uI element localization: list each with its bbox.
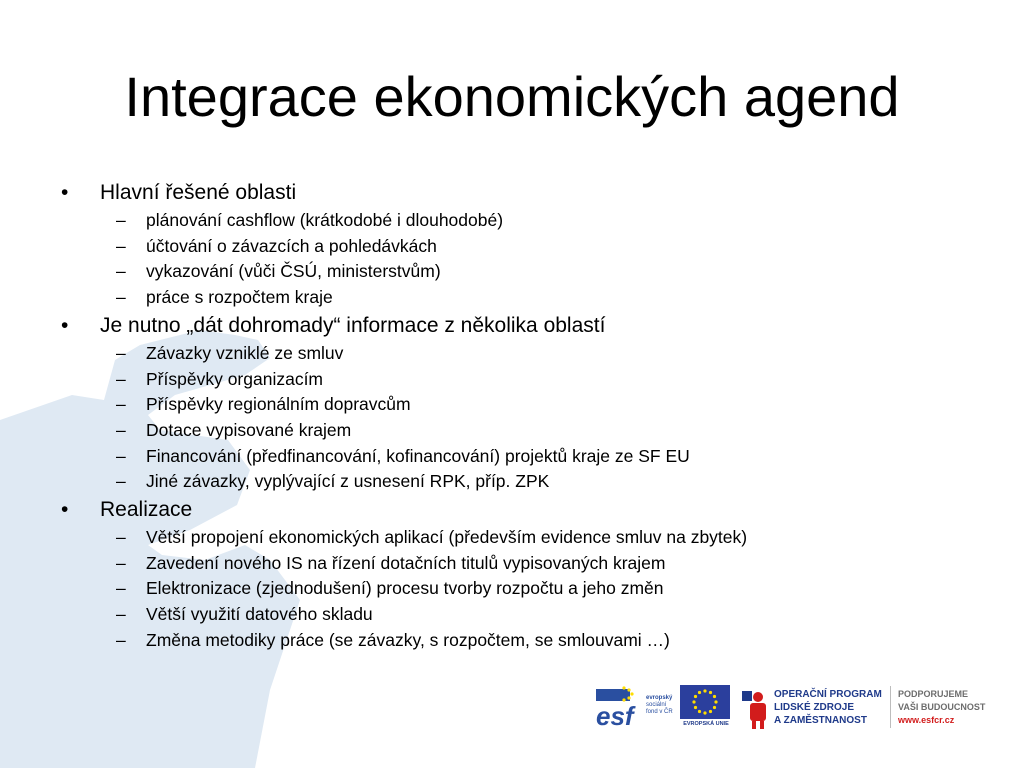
footer-logos bbox=[590, 682, 1000, 732]
sub-item-text: Změna metodiky práce (se závazky, s rozpočtem, se smlouvami …) bbox=[146, 629, 670, 650]
bullet-item bbox=[60, 495, 1000, 525]
dash-icon: – bbox=[116, 287, 126, 308]
sub-item bbox=[60, 285, 1000, 311]
eu-flag-icon bbox=[680, 685, 730, 719]
op-program-text: OPERAČNÍ PROGRAM LIDSKÉ ZDROJE A ZAMĚSTNANOST bbox=[774, 689, 882, 726]
bullet-item bbox=[60, 178, 1000, 208]
sub-item-text: Financování (předfinancování, kofinancování) projektů kraje ze SF EU bbox=[146, 445, 690, 466]
sub-item bbox=[60, 234, 1000, 260]
dash-icon: – bbox=[116, 419, 126, 440]
sub-item bbox=[60, 469, 1000, 495]
website-link[interactable]: www.esfcr.cz bbox=[898, 715, 955, 725]
slide-content bbox=[60, 178, 1000, 654]
dash-icon: – bbox=[116, 552, 126, 573]
esf-caption: evropský sociální fond v ČR bbox=[646, 695, 673, 715]
section-combine-info bbox=[60, 311, 1000, 495]
dash-icon: – bbox=[116, 394, 126, 415]
dash-icon: – bbox=[116, 235, 126, 256]
sub-list bbox=[60, 208, 1000, 311]
sub-item bbox=[60, 444, 1000, 470]
dash-icon: – bbox=[116, 210, 126, 230]
sub-item bbox=[60, 576, 1000, 602]
dash-icon: – bbox=[116, 261, 126, 282]
dash-icon: – bbox=[116, 445, 126, 466]
section-main-areas bbox=[60, 178, 1000, 311]
sub-item-text: Zavedení nového IS na řízení dotačních titulů vypisovaných krajem bbox=[146, 552, 666, 573]
sub-item-text: Elektronizace (zjednodušení) procesu tvorby rozpočtu a jeho změn bbox=[146, 578, 664, 599]
sub-list bbox=[60, 341, 1000, 495]
sub-item bbox=[60, 418, 1000, 444]
sub-item-text: práce s rozpočtem kraje bbox=[146, 287, 333, 308]
sub-item-text: Dotace vypisované krajem bbox=[146, 419, 352, 440]
dash-icon: – bbox=[116, 368, 126, 389]
sub-item-text: Větší propojení ekonomických aplikací (především evidence smluv na zbytek) bbox=[146, 527, 748, 548]
sub-item bbox=[60, 551, 1000, 577]
bullet-icon: • bbox=[61, 313, 69, 337]
bullet-icon: • bbox=[61, 181, 69, 204]
sub-item bbox=[60, 525, 1000, 551]
sub-item-text: vykazování (vůči ČSÚ, ministerstvům) bbox=[146, 261, 441, 282]
sub-item-text: Příspěvky regionálním dopravcům bbox=[146, 394, 411, 415]
bullet-heading: Je nutno „dát dohromady“ informace z několika oblastí bbox=[100, 313, 606, 337]
sub-item-text: Větší využití datového skladu bbox=[146, 604, 373, 625]
dash-icon: – bbox=[116, 527, 126, 548]
dash-icon: – bbox=[116, 471, 126, 492]
sub-item bbox=[60, 208, 1000, 234]
sub-item bbox=[60, 367, 1000, 393]
sub-item bbox=[60, 602, 1000, 628]
divider bbox=[890, 686, 891, 728]
support-text: PODPORUJEME VAŠI BUDOUCNOST www.esfcr.cz bbox=[898, 689, 986, 725]
sub-item-text: účtování o závazcích a pohledávkách bbox=[146, 235, 437, 256]
bullet-icon: • bbox=[61, 498, 69, 522]
bullet-item bbox=[60, 311, 1000, 341]
dash-icon: – bbox=[116, 629, 126, 650]
bullet-heading: Hlavní řešené oblasti bbox=[100, 181, 297, 204]
dash-icon: – bbox=[116, 342, 126, 363]
sub-item bbox=[60, 392, 1000, 418]
bullet-heading: Realizace bbox=[100, 498, 193, 522]
op-person-icon bbox=[740, 685, 770, 729]
sub-item-text: Jiné závazky, vyplývající z usnesení RPK, příp. ZPK bbox=[146, 471, 550, 492]
eu-caption: EVROPSKÁ UNIE bbox=[683, 721, 729, 727]
sub-item-text: Příspěvky organizacím bbox=[146, 368, 324, 389]
svg-text:esf: esf bbox=[596, 701, 634, 729]
sub-item bbox=[60, 259, 1000, 285]
sub-list bbox=[60, 525, 1000, 654]
dash-icon: – bbox=[116, 604, 126, 625]
sub-item bbox=[60, 628, 1000, 654]
sub-item-text: plánování cashflow (krátkodobé i dlouhodobé) bbox=[146, 210, 504, 230]
slide-title: Integrace ekonomických agend bbox=[124, 65, 900, 128]
sub-item-text: Závazky vzniklé ze smluv bbox=[146, 342, 344, 363]
dash-icon: – bbox=[116, 578, 126, 599]
sub-item bbox=[60, 341, 1000, 367]
section-realization bbox=[60, 495, 1000, 654]
